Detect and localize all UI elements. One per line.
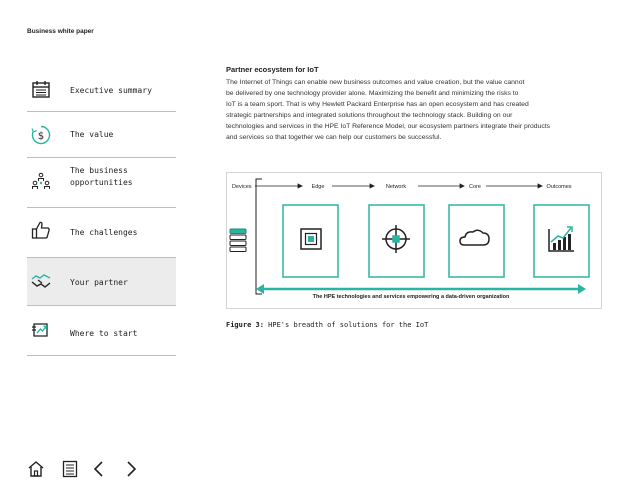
section-body: [226, 77, 616, 144]
devices-bracket: [256, 179, 262, 294]
sidebar-item-label: The challenges: [70, 228, 138, 237]
dollar-icon: [31, 125, 51, 145]
next-icon[interactable]: [124, 460, 138, 478]
paragraph-line: IoT is a team sport. That is why Hewlett Packard Enterprise has an open ecosystem and has created: [226, 101, 529, 109]
sidebar-item-your-partner[interactable]: [27, 258, 176, 306]
label-devices: Devices: [232, 184, 252, 190]
sidebar-item-label: opportunities: [70, 178, 133, 187]
paragraph-line: The Internet of Things can enable new business outcomes and value creation, but the value cannot: [226, 79, 525, 86]
sidebar-item-label: The value: [70, 130, 114, 139]
outcomes-box: [534, 205, 589, 277]
contents-icon[interactable]: [62, 460, 78, 478]
label-core: Core: [469, 184, 481, 190]
section-title: Partner ecosystem for IoT: [226, 65, 319, 74]
signpost-icon: [31, 320, 51, 340]
server-stack-icon: [230, 229, 246, 252]
document-type-label: Business white paper: [27, 28, 94, 35]
sidebar-item-the-value[interactable]: [27, 112, 176, 158]
label-network: Network: [385, 184, 407, 190]
sidebar-item-where-to-start[interactable]: [27, 306, 176, 356]
chip-icon: [301, 229, 321, 249]
sidebar-item-business-opportunities[interactable]: [27, 158, 176, 208]
cloud-icon: [460, 230, 489, 245]
svg-text:$: $: [37, 131, 45, 142]
people-icon: [31, 172, 51, 192]
network-node-icon: [382, 225, 410, 253]
sidebar-item-label: Executive summary: [70, 86, 152, 95]
sidebar-nav: [27, 66, 176, 356]
home-icon[interactable]: [27, 460, 45, 478]
calendar-icon: [31, 79, 51, 99]
paragraph-line: be delivered by one technology provider alone. Maximizing the benefit and minimizing the risks to: [226, 90, 519, 98]
iot-reference-diagram: [226, 172, 602, 309]
sidebar-item-label: The business: [70, 166, 128, 175]
core-box: [449, 205, 504, 277]
paragraph-line: technologies and services in the HPE IoT Reference Model, our ecosystem partners integrate their products: [226, 123, 551, 131]
label-edge: Edge: [311, 184, 325, 190]
growth-chart-icon: [549, 227, 574, 251]
figure-caption-text: HPE's breadth of solutions for the IoT: [268, 321, 429, 329]
sidebar-item-executive-summary[interactable]: [27, 66, 176, 112]
figure-number: Figure 3:: [226, 321, 264, 329]
paragraph-line: strategic partnerships and integrated solutions throughout the technology stack. Building on our: [226, 112, 513, 120]
previous-icon[interactable]: [92, 460, 106, 478]
thumbs-up-icon: [31, 220, 51, 240]
label-outcomes: Outcomes: [546, 184, 572, 190]
sidebar-item-the-challenges[interactable]: [27, 208, 176, 258]
sidebar-item-label: Your partner: [70, 278, 128, 287]
figure-caption: [226, 321, 428, 329]
platform-double-arrow: [256, 284, 586, 294]
sidebar-item-label: Where to start: [70, 329, 138, 338]
handshake-icon: [31, 271, 51, 291]
platform-banner-text: The HPE technologies and services empowering a data-driven organization: [312, 294, 510, 300]
paragraph-line: and services so that together we can help our customers be successful.: [226, 134, 442, 142]
